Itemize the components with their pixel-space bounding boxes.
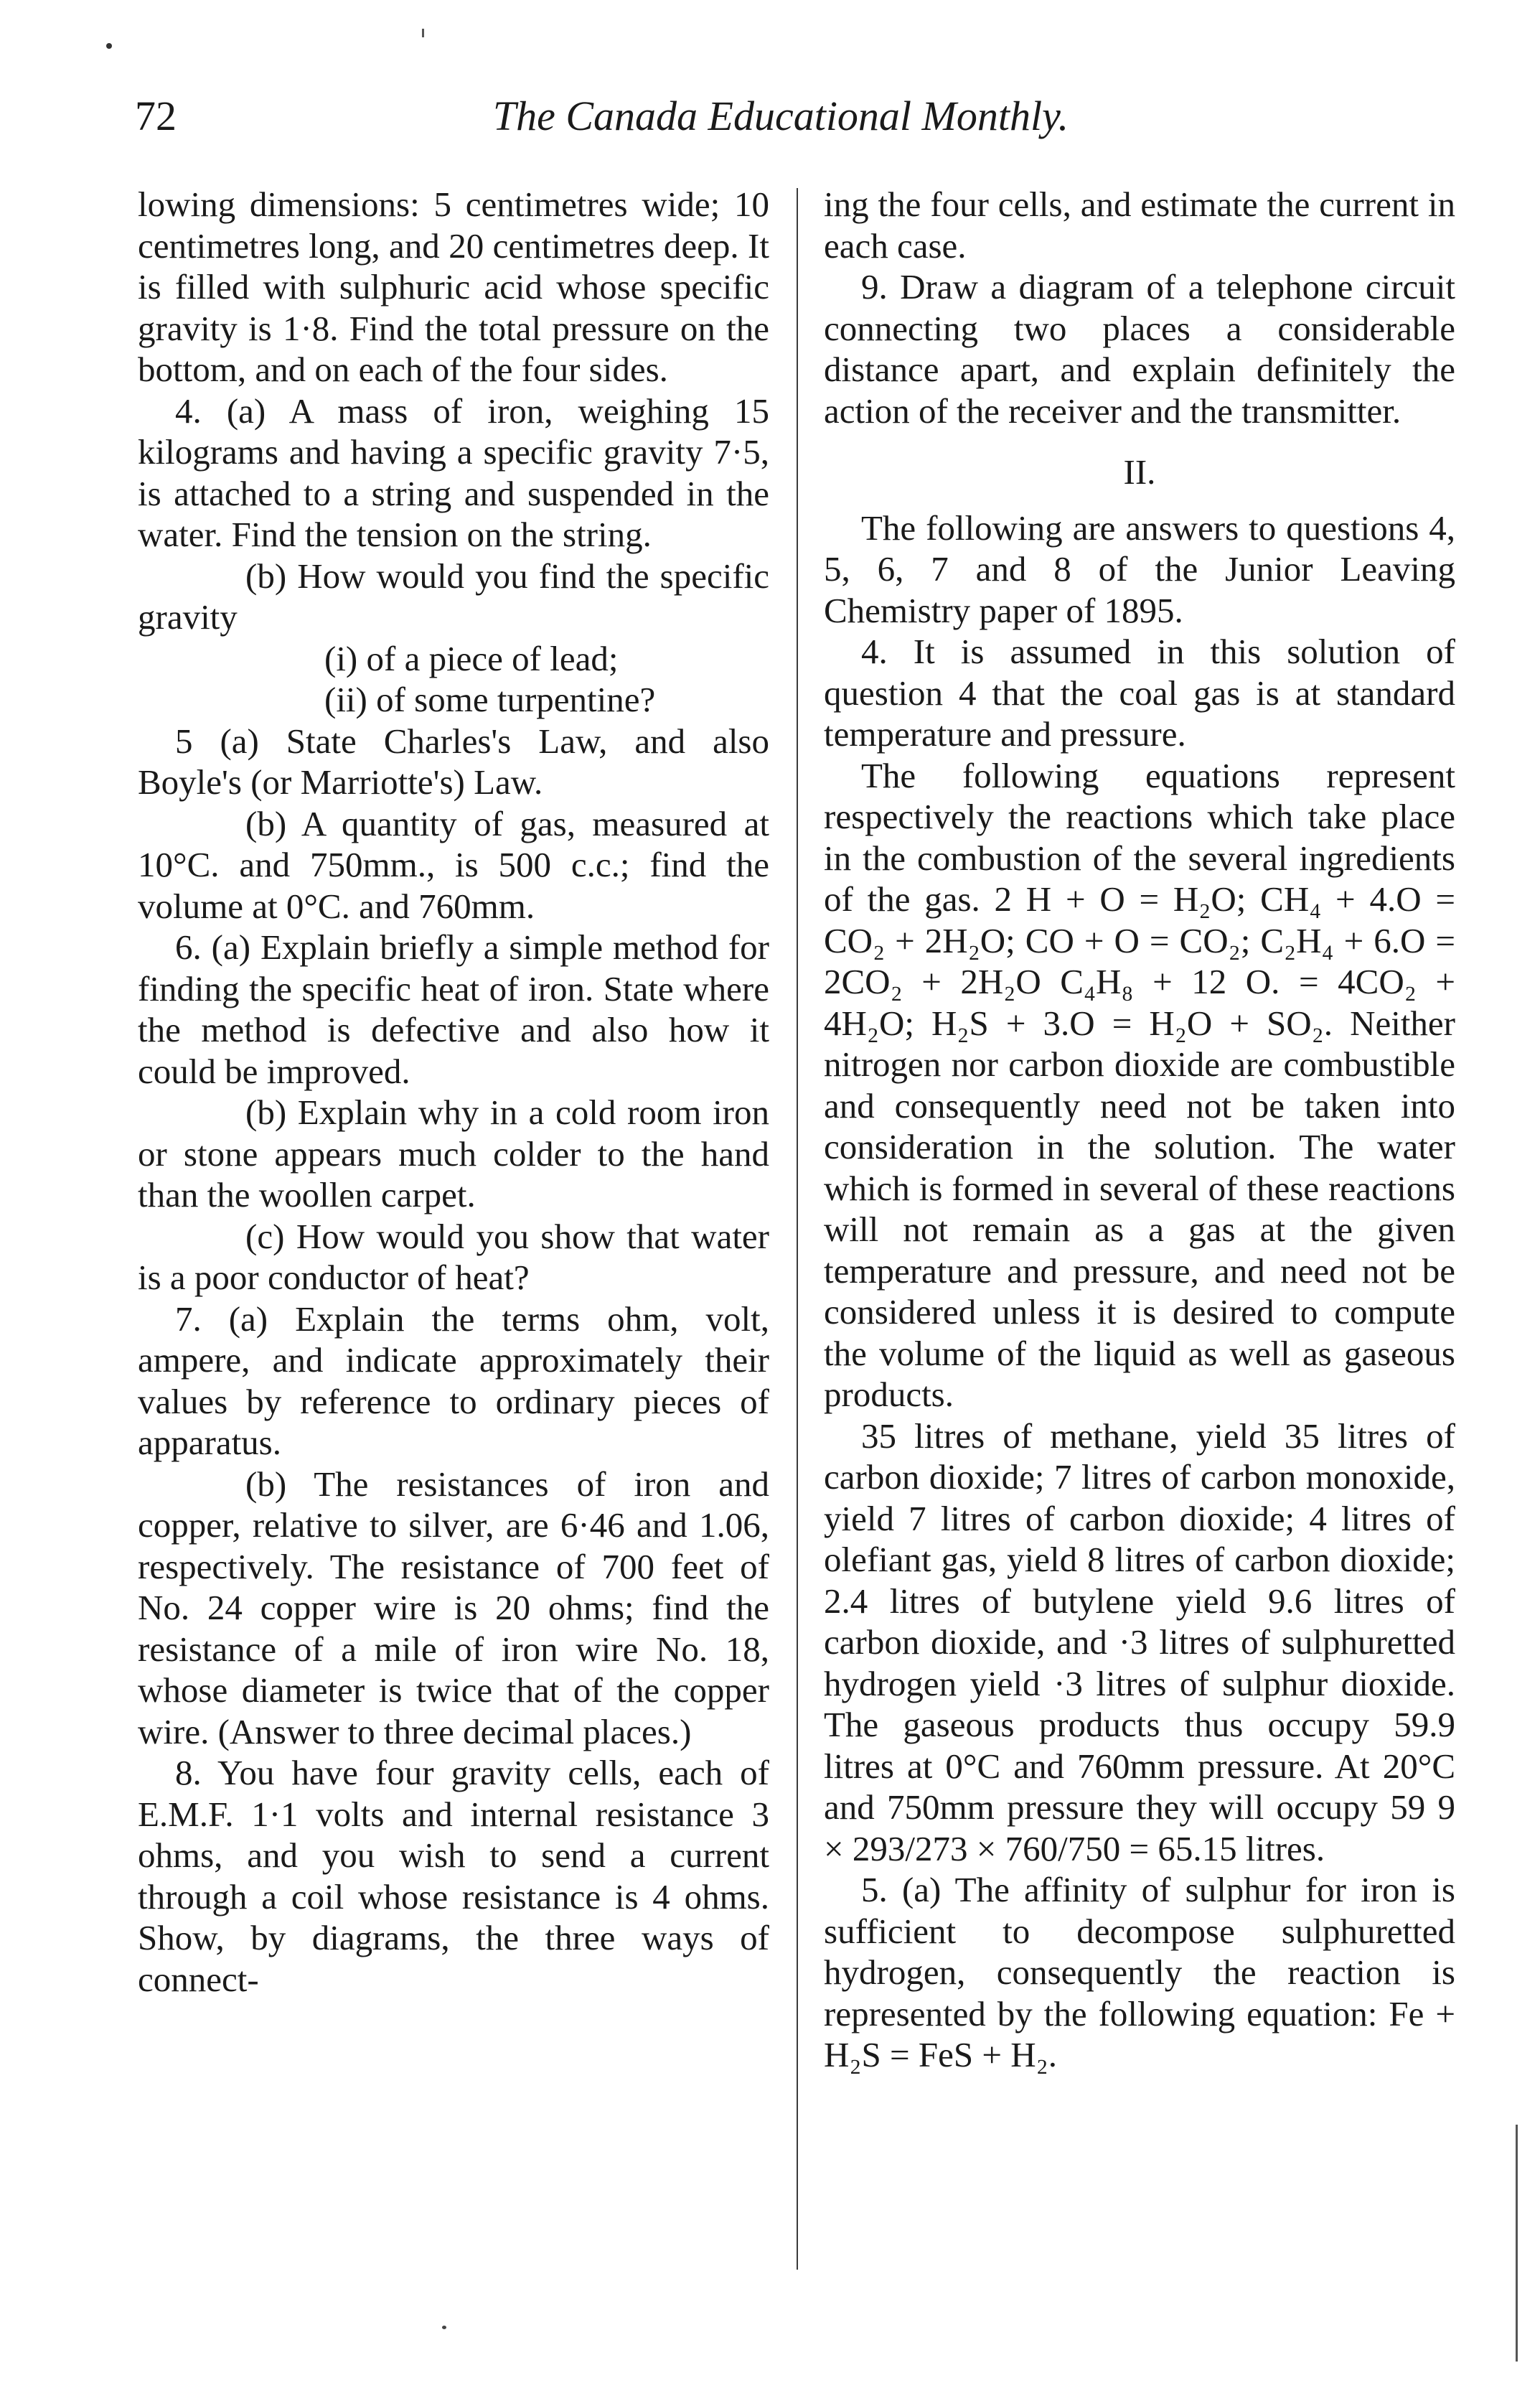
column-divider — [797, 188, 798, 2270]
page-header — [135, 92, 1448, 149]
question-8: 8. You have four gravity cells, each of E.M.F. 1·1 volts and internal resistance 3 ohms, and you wish to send a current through a coil whose resistance is 4 ohms. Show, by diagrams, the three ways of connect- — [138, 1753, 769, 1999]
section-heading: II. — [1123, 452, 1156, 492]
print-speck — [422, 29, 424, 37]
journal-title: The Canada Educational Monthly. — [492, 93, 1069, 139]
equations-paragraph: The following equations represent respectively the reactions which take place in the combustion of the several ingredients of the gas. 2 H + O = H₂O; CH₄ + 4.O = CO₂ + 2H₂O; CO + O = CO₂; C₂H₄ + 6.O = 2CO₂ + 2H₂O C₄H₈ + 12 O. = 4CO₂ + 4H₂O; H₂S + 3.O = H₂O + SO₂. Neither nitrogen nor carbon dioxide are combustible and consequently need not be taken into consideration in the solution. The water which is formed in several of these reactions will not remain as a gas at the given temperature and pressure, and need not be considered unless it is desired to compute the volume of the liquid as well as gaseous products. — [824, 755, 1455, 1414]
answer-5a: 5. (a) The affinity of sulphur for iron is sufficient to decompose sulphuretted hydrogen, consequently the reaction is represented by the following equation: Fe + H₂S = FeS + H₂. — [824, 1870, 1455, 2074]
question-4b: (b) How would you find the specific gravity — [138, 556, 769, 637]
answers-intro: The following are answers to questions 4, 5, 6, 7 and 8 of the Junior Leaving Chemistry paper of 1895. — [824, 507, 1455, 630]
print-speck — [106, 43, 112, 49]
question-5b: (b) A quantity of gas, measured at 10°C. and 750mm., is 500 c.c.; find the volume at 0°C. and 760mm. — [138, 803, 769, 926]
print-speck — [442, 2326, 446, 2329]
question-6a: 6. (a) Explain briefly a simple method for finding the specific heat of iron. State where the method is defective and also how it could be improved. — [138, 927, 769, 1091]
litres-paragraph: 35 litres of methane, yield 35 litres of carbon dioxide; 7 litres of carbon monoxide, yield 7 litres of carbon dioxide; 4 litres of olefiant gas, yield 8 litres of carbon dioxide; 2.4 litres of butylene yield 9.6 litres of carbon dioxide, and ·3 litres of sulphuretted hydrogen yield ·3 litres of sulphur dioxide. The gaseous products thus occupy 59.9 litres at 0°C and 760mm pressure. At 20°C and 750mm pressure they will occupy 59 9 × 293/273 × 760/750 = 65.15 litres. — [824, 1415, 1455, 1868]
question-5a: 5 (a) State Charles's Law, and also Boyle's (or Marriotte's) Law. — [138, 721, 769, 802]
question-6b: (b) Explain why in a cold room iron or stone appears much colder to the hand than the woollen carpet. — [138, 1092, 769, 1214]
question-4b-ii: (ii) of some turpentine? — [324, 680, 656, 719]
question-7a: 7. (a) Explain the terms ohm, volt, ampere, and indicate approximately their values by reference to ordinary pieces of apparatus. — [138, 1298, 769, 1462]
page-number: 72 — [135, 93, 177, 139]
left-column — [138, 184, 769, 2000]
page-edge-mark — [1516, 2125, 1518, 2362]
question-4a: 4. (a) A mass of iron, weighing 15 kilograms and having a specific gravity 7·5, is attached to a string and suspended in the water. Find the tension on the string. — [138, 390, 769, 554]
paragraph-continued: lowing dimensions: 5 centimetres wide; 10 centimetres long, and 20 centimetres deep. It is filled with sulphuric acid whose specific gravity is 1·8. Find the total pressure on the bottom, and on each of the four sides. — [138, 184, 769, 389]
question-9: 9. Draw a diagram of a telephone circuit connecting two places a considerable distance apart, and explain definitely the action of the receiver and the transmitter. — [824, 267, 1455, 431]
question-6c: (c) How would you show that water is a poor conductor of heat? — [138, 1216, 769, 1297]
paragraph-continued: ing the four cells, and estimate the current in each case. — [824, 184, 1455, 266]
answer-4: 4. It is assumed in this solution of question 4 that the coal gas is at standard temperature and pressure. — [824, 632, 1455, 754]
question-7b: (b) The resistances of iron and copper, relative to silver, are 6·46 and 1.06, respectively. The resistance of 700 feet of No. 24 copper wire is 20 ohms; find the resistance of a mile of iron wire No. 18, whose diameter is twice that of the copper wire. (Answer to three decimal places.) — [138, 1464, 769, 1751]
right-column — [824, 184, 1455, 2076]
question-4b-i: (i) of a piece of lead; — [324, 638, 619, 678]
